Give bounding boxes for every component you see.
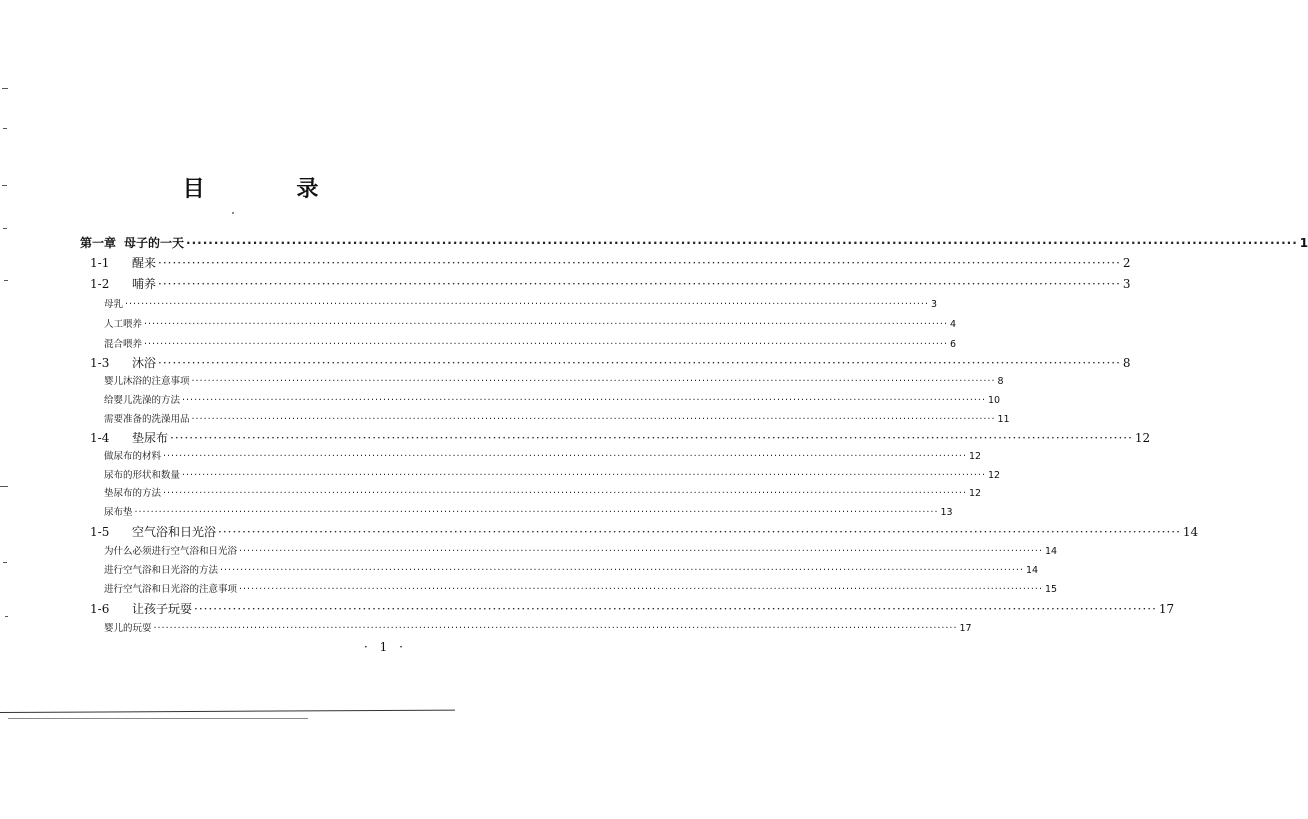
toc-entry-title: 为什么必须进行空气浴和日光浴 [104, 546, 238, 557]
toc-leader-dots: ········································································································································································································ [182, 395, 986, 406]
toc-entry-title: 给婴儿洗澡的方法 [104, 395, 181, 406]
toc-leader-dots: ········································································································································································································ [191, 376, 996, 387]
page-title: 目 录 [182, 177, 361, 202]
toc-entry-page: 15 [1044, 584, 1058, 595]
toc-leader-dots: ········································································································································································································ [163, 451, 967, 462]
toc-entry-page: 14 [1025, 565, 1039, 576]
toc-leader-dots: ········································································································································································································ [218, 525, 1181, 539]
toc-entry-page: 14 [1182, 525, 1199, 539]
toc-entry-number: 1-2 [90, 277, 110, 291]
toc-entry-page: 6 [949, 339, 957, 350]
toc-entry[interactable] [104, 392, 1001, 406]
toc-entry-title: 母子的一天 [124, 236, 185, 250]
toc-entry-page: 14 [1044, 546, 1058, 557]
toc-entry-page: 8 [997, 376, 1004, 387]
toc-entry-title: 沐浴 [132, 356, 157, 370]
toc-entry-page: 2 [1122, 256, 1131, 270]
toc-entry-page: 12 [968, 488, 982, 499]
toc-entry[interactable] [90, 275, 1131, 292]
toc-entry[interactable] [104, 504, 953, 518]
toc-entry[interactable] [104, 562, 1039, 576]
toc-leader-dots: ········································································································································································································ [153, 623, 958, 634]
toc-entry-title: 让孩子玩耍 [132, 602, 193, 616]
toc-entry-page: 12 [968, 451, 982, 462]
toc-entry-number: 1-5 [90, 525, 110, 539]
toc-entry[interactable] [104, 448, 982, 462]
toc-entry-title: 混合喂养 [104, 339, 143, 350]
toc-leader-dots: ········································································································································································································ [158, 356, 1121, 370]
toc-entry[interactable] [104, 485, 982, 499]
toc-entry-page: 13 [940, 507, 953, 518]
toc-entry-number: 1-1 [90, 256, 110, 270]
toc-leader-dots: ········································································································································································································ [158, 256, 1121, 270]
toc-entry-page: 17 [959, 623, 972, 634]
toc-entry[interactable] [80, 234, 1308, 251]
toc-entry[interactable] [104, 467, 1001, 481]
toc-entry[interactable] [90, 429, 1151, 446]
toc-entry-page: 10 [987, 395, 1001, 406]
toc-leader-dots: ········································································································································································································ [134, 507, 939, 518]
toc-leader-dots: ········································································································································································································ [144, 339, 948, 350]
toc-entry[interactable] [104, 373, 1004, 387]
toc-entry-title: 哺养 [132, 277, 157, 291]
toc-entry-number: 第一章 [80, 236, 117, 250]
toc-entry-title: 尿布的形状和数量 [104, 470, 181, 481]
toc-entry-title: 母乳 [104, 299, 124, 310]
toc-entry[interactable] [90, 600, 1175, 617]
toc-entry-number: 1-4 [90, 431, 110, 445]
toc-entry-page: 3 [930, 299, 938, 310]
toc-leader-dots: ········································································································································································································ [144, 319, 948, 330]
toc-entry[interactable] [104, 581, 1058, 595]
toc-entry-page: 12 [1134, 431, 1151, 445]
toc-entry-number: 1-3 [90, 356, 110, 370]
toc-entry-page: 17 [1158, 602, 1175, 616]
toc-leader-dots: ········································································································································································································ [191, 414, 996, 425]
toc-leader-dots: ········································································································································································································ [182, 470, 986, 481]
toc-entry-title: 婴儿沐浴的注意事项 [104, 376, 190, 387]
toc-leader-dots: ········································································································································································································ [194, 602, 1157, 616]
page-number: · 1 · [364, 640, 407, 654]
toc-leader-dots: ········································································································································································································ [239, 546, 1043, 557]
toc-entry-title: 垫尿布的方法 [104, 488, 162, 499]
toc-leader-dots: ········································································································································································································ [220, 565, 1024, 576]
toc-entry-page: 3 [1122, 277, 1131, 291]
toc-entry[interactable] [104, 296, 938, 310]
toc-entry[interactable] [90, 354, 1131, 371]
toc-entry-title: 垫尿布 [132, 431, 169, 445]
toc-entry[interactable] [104, 411, 1010, 425]
toc-entry-page: 4 [949, 319, 957, 330]
toc-leader-dots: ········································································································································································································ [158, 277, 1121, 291]
toc-entry-title: 尿布垫 [104, 507, 133, 518]
toc-entry-title: 需要准备的洗澡用品 [104, 414, 190, 425]
toc-entry[interactable] [104, 336, 957, 350]
toc-leader-dots: ········································································································································································································ [239, 584, 1043, 595]
toc-entry-title: 空气浴和日光浴 [132, 525, 217, 539]
toc-entry-number: 1-6 [90, 602, 110, 616]
toc-entry[interactable] [104, 316, 957, 330]
toc-entry[interactable] [90, 254, 1131, 271]
toc-entry-title: 做尿布的材料 [104, 451, 162, 462]
toc-entry-page: 8 [1122, 356, 1131, 370]
toc-entry-title: 人工喂养 [104, 319, 143, 330]
toc-entry[interactable] [104, 543, 1058, 557]
toc-entry-page: 12 [987, 470, 1001, 481]
toc-entry[interactable] [90, 523, 1199, 540]
toc-entry-title: 进行空气浴和日光浴的方法 [104, 565, 219, 576]
toc-entry-title: 婴儿的玩耍 [104, 623, 152, 634]
toc-leader-dots: ········································································································································································································ [163, 488, 967, 499]
toc-leader-dots: ········································································································································································································ [170, 431, 1133, 445]
page-bottom-rule-faint [8, 718, 308, 719]
toc-entry-page: 11 [997, 414, 1010, 425]
toc-leader-dots: ········································································································································································································ [186, 236, 1298, 250]
toc-entry[interactable] [104, 620, 972, 634]
toc-entry-page: 1 [1299, 236, 1308, 250]
toc-leader-dots: ········································································································································································································ [125, 299, 929, 310]
toc-entry-title: 进行空气浴和日光浴的注意事项 [104, 584, 238, 595]
toc-entry-title: 醒来 [132, 256, 157, 270]
